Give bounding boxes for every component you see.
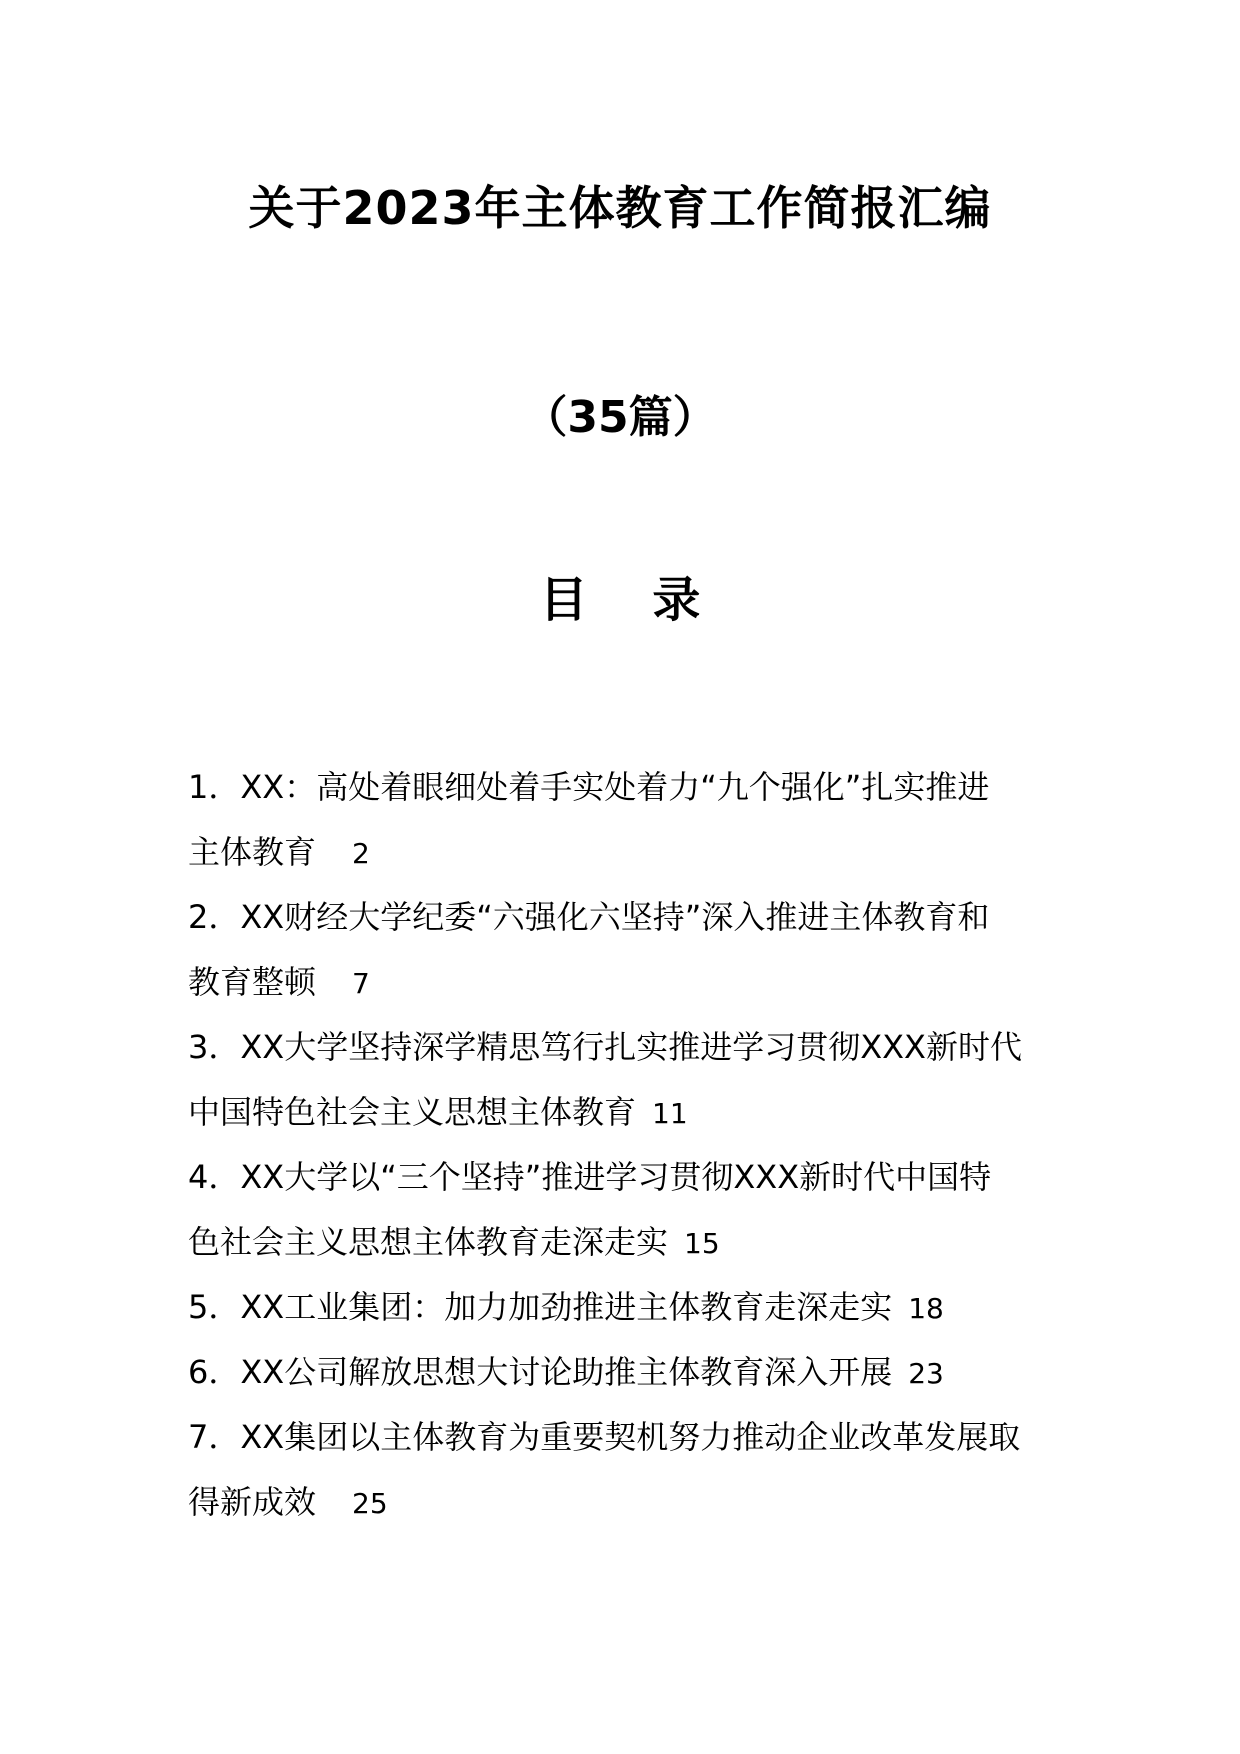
table-of-contents bbox=[188, 755, 1068, 1535]
toc-page-number: 25 bbox=[352, 1487, 388, 1520]
toc-entry bbox=[188, 1145, 1068, 1275]
toc-entry-line: 2．XX财经大学纪委“六强化六坚持”深入推进主体教育和 bbox=[188, 898, 990, 936]
toc-page-number: 7 bbox=[352, 967, 370, 1000]
toc-entry-line: 7．XX集团以主体教育为重要契机努力推动企业改革发展取 bbox=[188, 1418, 1021, 1456]
document-subtitle: （35篇） bbox=[523, 392, 717, 443]
toc-entry-line-continued bbox=[188, 1080, 1068, 1145]
toc-entry bbox=[188, 885, 1068, 1015]
document-title: 关于2023年主体教育工作简报汇编 bbox=[248, 181, 992, 235]
toc-page-number: 2 bbox=[352, 837, 370, 870]
toc-entry-line: 4．XX大学以“三个坚持”推进学习贯彻XXX新时代中国特 bbox=[188, 1158, 992, 1196]
toc-entry bbox=[188, 755, 1068, 885]
toc-entry-text: 得新成效 bbox=[188, 1483, 317, 1521]
toc-page-number: 11 bbox=[652, 1097, 688, 1130]
toc-entry-line-continued bbox=[188, 1210, 1068, 1275]
toc-entry-text: 5．XX工业集团：加力加劲推进主体教育走深走实 bbox=[188, 1288, 893, 1326]
toc-entry-line: 1．XX：高处着眼细处着手实处着力“九个强化”扎实推进 bbox=[188, 768, 990, 806]
toc-entry bbox=[188, 1275, 1068, 1340]
toc-entry-line-continued bbox=[188, 1470, 1068, 1535]
toc-entry-text: 主体教育 bbox=[188, 833, 317, 871]
toc-entry-line-continued bbox=[188, 950, 1068, 1015]
toc-entry bbox=[188, 1015, 1068, 1145]
toc-entry-text: 中国特色社会主义思想主体教育 bbox=[188, 1093, 637, 1131]
toc-entry-text: 教育整顿 bbox=[188, 963, 317, 1001]
toc-page-number: 18 bbox=[908, 1292, 944, 1325]
toc-entry bbox=[188, 1340, 1068, 1405]
toc-entry-text: 6．XX公司解放思想大讨论助推主体教育深入开展 bbox=[188, 1353, 893, 1391]
toc-heading: 目 录 bbox=[539, 572, 725, 628]
toc-entry bbox=[188, 1405, 1068, 1535]
toc-entry-text: 色社会主义思想主体教育走深走实 bbox=[188, 1223, 669, 1261]
toc-page-number: 15 bbox=[684, 1227, 720, 1260]
toc-entry-line-continued bbox=[188, 820, 1068, 885]
toc-entry-line bbox=[188, 1275, 1068, 1340]
toc-page-number: 23 bbox=[908, 1357, 944, 1390]
toc-entry-line: 3．XX大学坚持深学精思笃行扎实推进学习贯彻XXX新时代 bbox=[188, 1028, 1022, 1066]
toc-entry-line bbox=[188, 1340, 1068, 1405]
